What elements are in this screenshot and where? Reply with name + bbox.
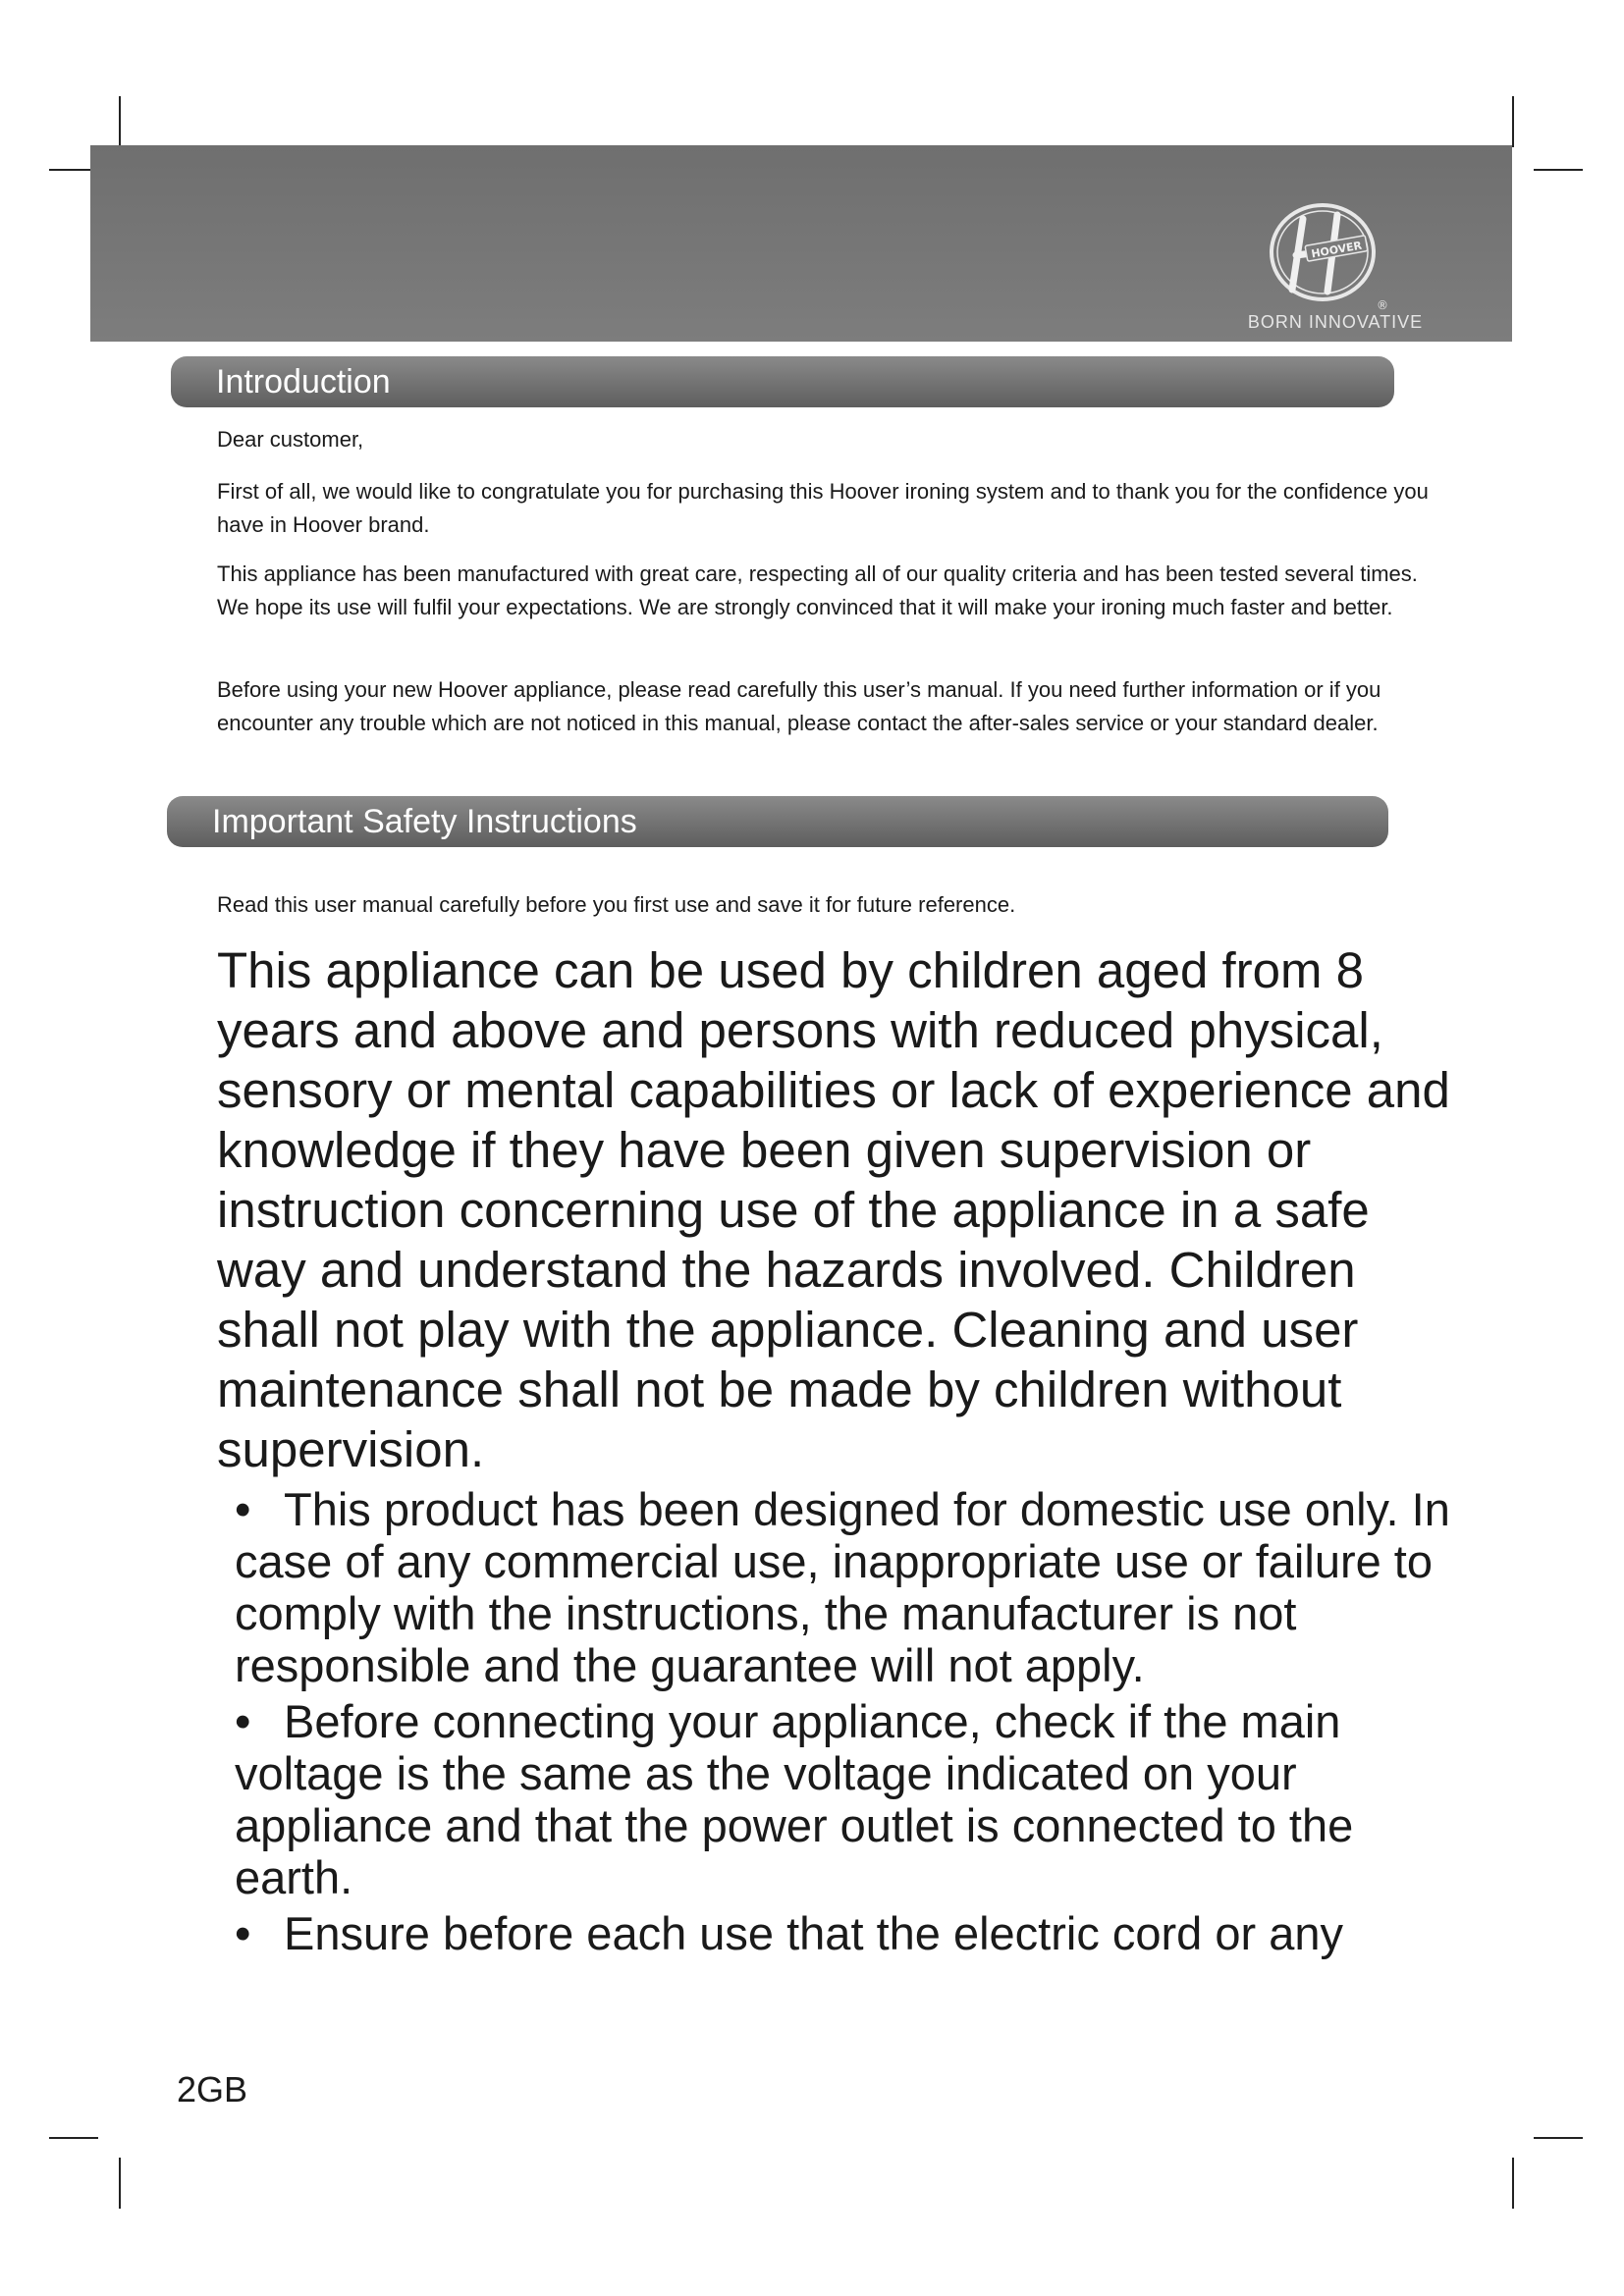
bullet-icon: • xyxy=(235,1907,251,1959)
crop-mark-bottom-left-v xyxy=(119,2158,121,2209)
bullet-text: Ensure before each use that the electric cord or any xyxy=(284,1907,1344,1959)
introduction-paragraph-3 xyxy=(217,673,1435,740)
brand-tagline: BORN INNOVATIVE xyxy=(1247,312,1424,332)
safety-intro-text: Read this user manual carefully before you first use and save it for future reference. xyxy=(217,892,1016,917)
registered-mark: ® xyxy=(1377,298,1388,312)
logo-wordmark: HOOVER xyxy=(1310,239,1364,261)
bullet-text: Before connecting your appliance, check if the main voltage is the same as the voltage indicated on your appliance and that the power outlet is connected to the earth. xyxy=(235,1695,1354,1903)
paragraph-text: First of all, we would like to congratulate you for purchasing this Hoover ironing system and to thank you for the confidence you have in Hoover brand. xyxy=(217,479,1429,537)
crop-mark-bottom-right-v xyxy=(1512,2158,1514,2209)
paragraph-text: This appliance has been manufactured with great care, respecting all of our quality criteria and has been tested several times. We hope its use will fulfil your expectations. We are strongly convinced that it will make your ironing much faster and better. xyxy=(217,561,1418,619)
crop-mark-bottom-right-h xyxy=(1534,2137,1583,2139)
safety-bullet-1 xyxy=(235,1483,1454,1691)
page-number: 2GB xyxy=(177,2069,248,2109)
greeting-text: Dear customer, xyxy=(217,427,364,452)
bullet-text: This product has been designed for domestic use only. In case of any commercial use, inappropriate use or failure to comply with the instructions, the manufacturer is not responsible and the guarantee will not apply. xyxy=(235,1483,1450,1691)
introduction-paragraph-2 xyxy=(217,558,1435,624)
safety-intro xyxy=(217,888,1454,922)
bullet-icon: • xyxy=(235,1695,251,1747)
crop-mark-top-right-v xyxy=(1512,96,1514,147)
safety-body xyxy=(217,940,1454,1959)
safety-heading: Important Safety Instructions xyxy=(167,796,1388,847)
bullet-icon: • xyxy=(235,1483,251,1535)
safety-bullet-3 xyxy=(235,1907,1454,1959)
crop-mark-top-left-v xyxy=(119,96,121,147)
hoover-logo xyxy=(1259,201,1398,314)
introduction-greeting xyxy=(217,423,1435,456)
introduction-heading: Introduction xyxy=(171,356,1394,407)
safety-bullet-2 xyxy=(235,1695,1454,1903)
crop-mark-bottom-left-h xyxy=(49,2137,98,2139)
introduction-paragraph-1 xyxy=(217,475,1435,542)
crop-mark-top-right-h xyxy=(1534,169,1583,171)
safety-main-statement: This appliance can be used by children aged from 8 years and above and persons with reduced physical, sensory or mental capabilities or lack of experience and knowledge if they have been given supervision or instruction concerning use of the appliance in a safe way and understand the hazards involved. Children shall not play with the appliance. Cleaning and user maintenance shall not be made by children without supervision. xyxy=(217,942,1450,1477)
paragraph-text: Before using your new Hoover appliance, please read carefully this user’s manual. If you need further information or if you encounter any trouble which are not noticed in this manual, please contact the after-sales service or your standard dealer. xyxy=(217,677,1381,735)
